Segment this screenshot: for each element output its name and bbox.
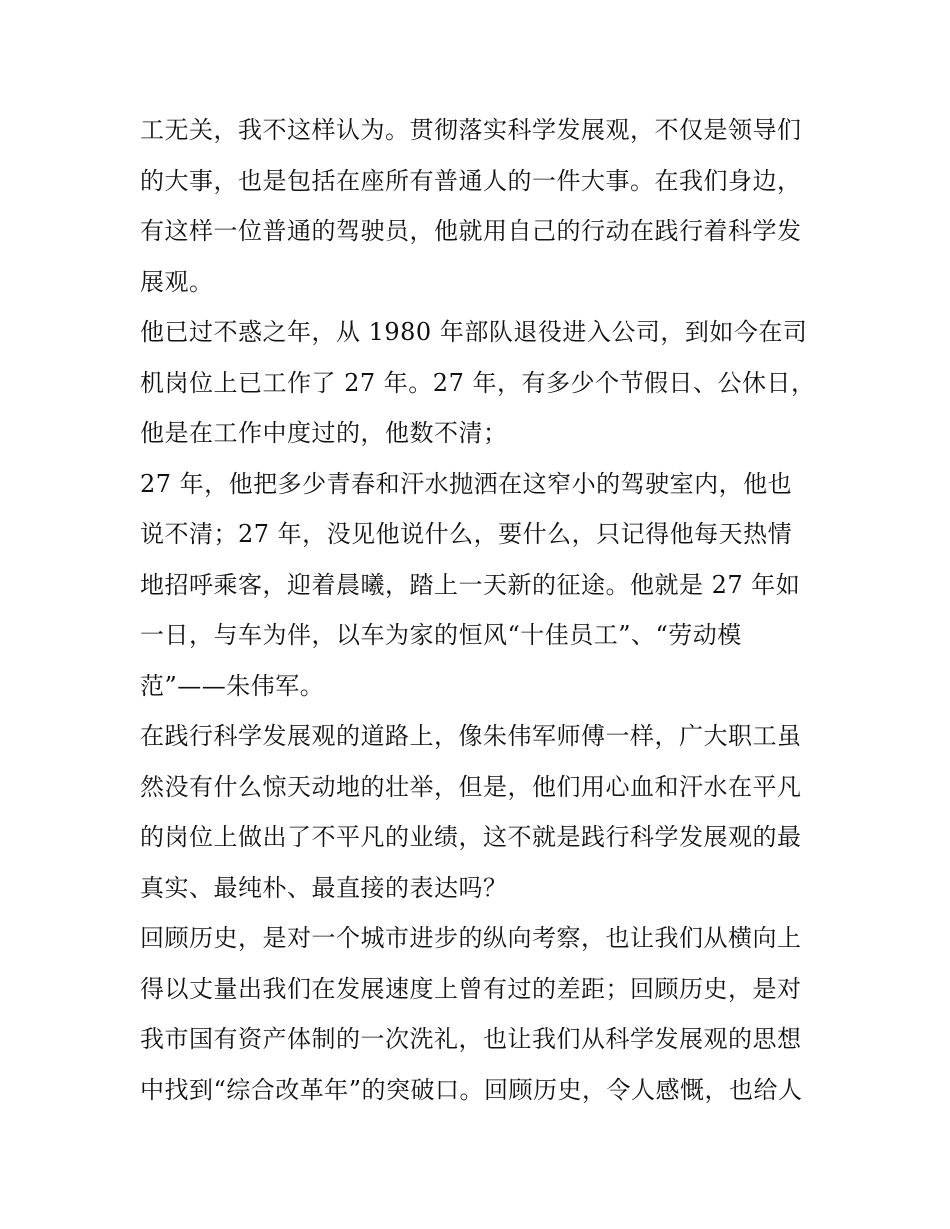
text-line: 说不清；27 年，没见他说什么，要什么，只记得他每天热情 (140, 520, 793, 548)
text-line: 他已过不惑之年，从 1980 年部队退役进入公司，到如今在司 (140, 318, 808, 346)
text-line: 他是在工作中度过的，他数不清； (140, 419, 508, 447)
text-line: 机岗位上已工作了 27 年。27 年，有多少个节假日、公休日， (140, 369, 816, 397)
text-line: 真实、最纯朴、最直接的表达吗？ (140, 874, 508, 902)
text-line: 然没有什么惊天动地的壮举，但是，他们用心血和汗水在平凡 (140, 773, 802, 801)
text-line: 有这样一位普通的驾驶员，他就用自己的行动在践行着科学发 (140, 217, 802, 245)
text-line: 27 年，他把多少青春和汗水抛洒在这窄小的驾驶室内，他也 (140, 470, 793, 498)
text-line: 我市国有资产体制的一次洗礼，也让我们从科学发展观的思想 (140, 1025, 802, 1053)
text-line: 的大事，也是包括在座所有普通人的一件大事。在我们身边， (140, 167, 802, 195)
text-line: 回顾历史，是对一个城市进步的纵向考察，也让我们从横向上 (140, 924, 802, 952)
text-line: 在践行科学发展观的道路上，像朱伟军师傅一样，广大职工虽 (140, 722, 802, 750)
text-line: 的岗位上做出了不平凡的业绩，这不就是践行科学发展观的最 (140, 823, 802, 851)
text-line: 一日，与车为伴，以车为家的恒风“十佳员工”、“劳动模 (140, 621, 742, 649)
text-line: 展观。 (140, 268, 214, 296)
text-line: 范”——朱伟军。 (140, 672, 325, 700)
text-line: 地招呼乘客，迎着晨曦，踏上一天新的征途。他就是 27 年如 (140, 571, 801, 599)
text-line: 中找到“综合改革年”的突破口。回顾历史，令人感慨，也给人 (140, 1076, 803, 1104)
text-line: 工无关，我不这样认为。贯彻落实科学发展观，不仅是领导们 (140, 116, 802, 144)
text-line: 得以丈量出我们在发展速度上曾有过的差距；回顾历史，是对 (140, 975, 802, 1003)
